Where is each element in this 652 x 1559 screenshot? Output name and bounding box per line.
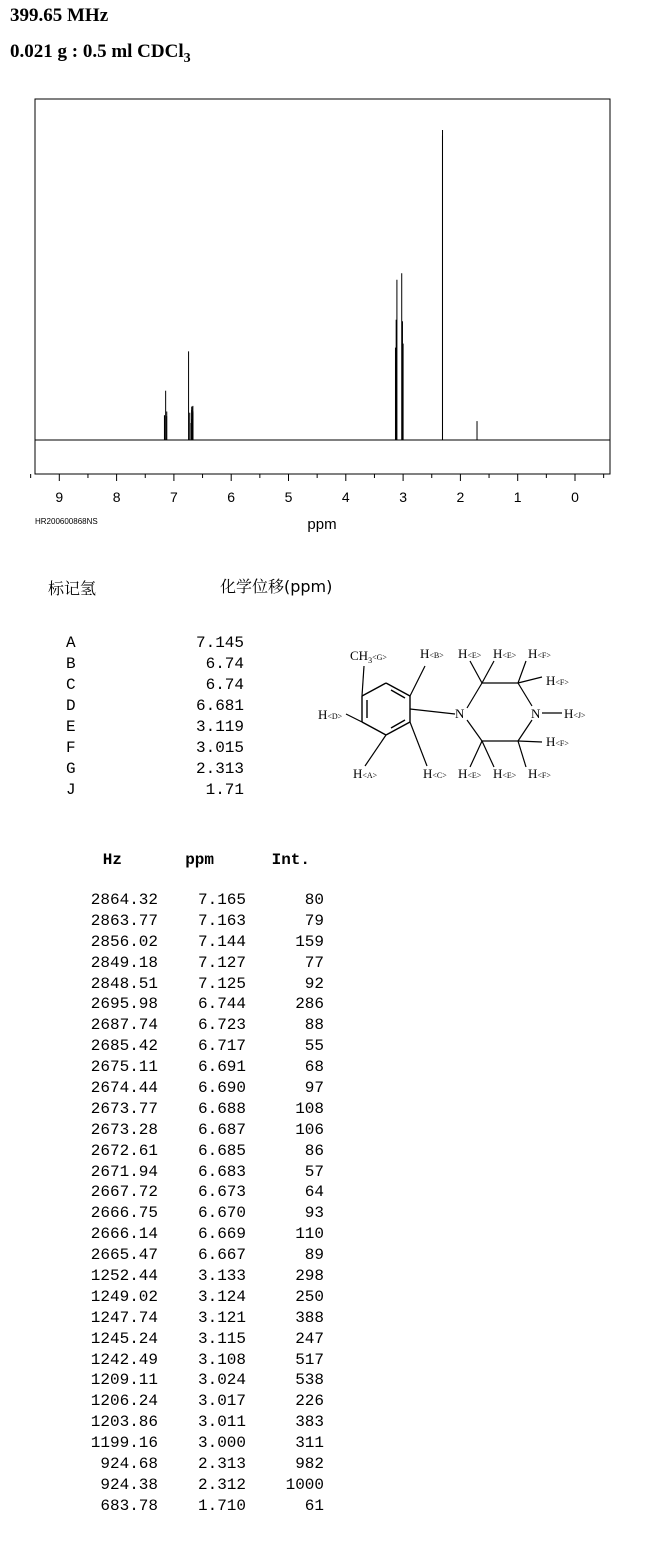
assignment-row	[66, 654, 244, 675]
table-row	[72, 1120, 324, 1141]
intensity-value: 298	[295, 1267, 324, 1286]
hz-value: 2675.11	[90, 1058, 158, 1077]
table-row	[72, 911, 324, 932]
peak-table	[72, 849, 324, 1517]
hz-value: 2673.28	[90, 1120, 158, 1139]
ppm-value: 3.017	[197, 1392, 246, 1411]
hydrogen-label: F	[66, 739, 76, 757]
x-tick-label: 7	[170, 489, 178, 505]
h-label-f-bottom-2: H<F>	[546, 734, 569, 749]
methyl-label: $CH_3^{<G>}$	[350, 648, 387, 665]
benzene-ring	[362, 683, 410, 735]
assignment-row	[66, 675, 244, 696]
hz-value: 2856.02	[90, 932, 158, 951]
hz-value: 1245.24	[90, 1329, 158, 1348]
intensity-value: 110	[295, 1225, 324, 1244]
assignment-row	[66, 717, 244, 738]
bonds	[346, 661, 562, 767]
intensity-value: 55	[304, 1037, 324, 1056]
h-label-c: H<C>	[423, 766, 447, 781]
ppm-value: 2.312	[197, 1475, 246, 1494]
table-row	[72, 1266, 324, 1287]
assignment-table	[66, 633, 244, 801]
h-label-f-top-1: H<F>	[528, 646, 551, 661]
ppm-value: 6.685	[197, 1141, 246, 1160]
chemical-shift: 3.015	[195, 739, 244, 757]
table-row	[72, 1475, 324, 1496]
chemical-shift: 2.313	[195, 760, 244, 778]
intensity-value: 64	[304, 1183, 324, 1202]
ppm-value: 6.683	[197, 1162, 246, 1181]
h-label-e-bottom-2: H<E>	[493, 766, 517, 781]
table-row	[72, 974, 324, 995]
hydrogen-label: D	[66, 697, 76, 715]
h-label-f-bottom-1: H<F>	[528, 766, 551, 781]
ppm-value: 6.717	[197, 1037, 246, 1056]
chemical-shift: 6.681	[195, 697, 244, 715]
intensity-value: 159	[295, 932, 324, 951]
table-row	[72, 953, 324, 974]
hz-value: 1203.86	[90, 1413, 158, 1432]
intensity-value: 1000	[285, 1475, 324, 1494]
ppm-value: 3.115	[197, 1329, 246, 1348]
hz-value: 1209.11	[90, 1371, 158, 1390]
ppm-value: 6.667	[197, 1246, 246, 1265]
x-tick-label: 3	[399, 489, 407, 505]
intensity-value: 250	[295, 1287, 324, 1306]
h-label-e-top-1: H<E>	[458, 646, 482, 661]
hz-value: 1206.24	[90, 1392, 158, 1411]
chemical-shift: 3.119	[195, 718, 244, 736]
nmr-spectrum-chart	[0, 0, 652, 540]
assignment-row	[66, 759, 244, 780]
ppm-value: 3.124	[197, 1287, 246, 1306]
table-row	[72, 1224, 324, 1245]
intensity-value: 311	[295, 1434, 324, 1453]
hz-value: 2667.72	[90, 1183, 158, 1202]
table-row	[72, 1454, 324, 1475]
intensity-value: 92	[304, 974, 324, 993]
intensity-value: 97	[304, 1079, 324, 1098]
spectrometer-frequency: 399.65 MHz	[10, 5, 109, 26]
table-row	[72, 1391, 324, 1412]
ppm-value: 3.133	[197, 1267, 246, 1286]
molecule-structure	[310, 638, 600, 788]
assignment-row	[66, 738, 244, 759]
ppm-value: 6.673	[197, 1183, 246, 1202]
h-label-e-bottom-1: H<E>	[458, 766, 482, 781]
plot-frame	[35, 99, 610, 474]
chemical-shift: 1.71	[205, 781, 244, 799]
ppm-value: 6.687	[197, 1120, 246, 1139]
hz-value: 2687.74	[90, 1016, 158, 1035]
x-tick-label: 1	[513, 489, 522, 505]
hz-value: 2848.51	[90, 974, 158, 993]
hydrogen-label: A	[66, 634, 76, 652]
ppm-value: 6.670	[197, 1204, 246, 1223]
h-label-j: H<J>	[564, 706, 586, 721]
ppm-value: 7.165	[197, 891, 246, 909]
table-row	[72, 932, 324, 953]
intensity-value: 93	[304, 1204, 324, 1223]
hz-value: 2665.47	[90, 1246, 158, 1265]
intensity-value: 77	[304, 953, 324, 972]
table-row	[72, 1057, 324, 1078]
hz-value: 2666.14	[90, 1225, 158, 1244]
assignment-row	[66, 696, 244, 717]
ppm-value: 3.000	[197, 1434, 246, 1453]
chemical-shift: 6.74	[205, 655, 244, 673]
col-int: Int.	[271, 851, 310, 869]
hz-value: 1242.49	[90, 1350, 158, 1369]
x-tick-label: 9	[55, 489, 64, 505]
intensity-value: 517	[295, 1350, 324, 1369]
table-row	[72, 1329, 324, 1350]
hydrogen-label: B	[66, 655, 76, 673]
hydrogen-label: E	[66, 718, 76, 736]
peak-table-header	[72, 849, 324, 879]
intensity-value: 388	[295, 1308, 324, 1327]
ppm-value: 3.121	[197, 1308, 246, 1327]
sample-subscript: 3	[183, 50, 191, 66]
hz-value: 2849.18	[90, 953, 158, 972]
intensity-value: 106	[295, 1120, 324, 1139]
table-row	[72, 1350, 324, 1371]
table-row	[72, 1245, 324, 1266]
ppm-value: 7.144	[197, 932, 246, 951]
table-row	[72, 1015, 324, 1036]
h-label-e-top-2: H<E>	[493, 646, 517, 661]
ppm-value: 2.313	[197, 1455, 246, 1474]
hz-value: 2673.77	[90, 1099, 158, 1118]
hydrogen-label: C	[66, 676, 76, 694]
hz-value: 924.38	[100, 1475, 158, 1494]
x-tick-label: 6	[227, 489, 236, 505]
col-ppm: ppm	[185, 851, 214, 869]
hz-value: 2674.44	[90, 1079, 158, 1098]
hz-value: 2863.77	[90, 911, 158, 930]
ppm-value: 6.690	[197, 1079, 246, 1098]
hz-value: 2864.32	[90, 891, 158, 909]
nitrogen-1: N	[455, 706, 465, 721]
ppm-value: 7.163	[197, 911, 246, 930]
x-tick-label: 4	[341, 489, 350, 505]
hz-value: 1199.16	[90, 1434, 158, 1453]
table-row	[72, 1287, 324, 1308]
table-row	[72, 1308, 324, 1329]
ppm-value: 6.744	[197, 995, 246, 1014]
sample-prefix: 0.021 g : 0.5 ml CDCl	[10, 41, 184, 62]
h-label-b: H<B>	[420, 646, 444, 661]
chemical-shift: 6.74	[205, 676, 244, 694]
ppm-value: 6.691	[197, 1058, 246, 1077]
ppm-value: 6.723	[197, 1016, 246, 1035]
x-tick-label: 2	[456, 489, 465, 505]
ppm-value: 6.688	[197, 1099, 246, 1118]
table-row	[72, 1099, 324, 1120]
intensity-value: 538	[295, 1371, 324, 1390]
intensity-value: 88	[304, 1016, 324, 1035]
table-row	[72, 1203, 324, 1224]
hydrogen-label: J	[66, 781, 76, 799]
ppm-value: 3.108	[197, 1350, 246, 1369]
hz-value: 1252.44	[90, 1267, 158, 1286]
ppm-value: 3.024	[197, 1371, 246, 1390]
table-row	[72, 1433, 324, 1454]
hz-value: 683.78	[100, 1496, 158, 1515]
ppm-value: 7.127	[197, 953, 246, 972]
table-row	[72, 890, 324, 911]
intensity-value: 80	[304, 891, 324, 909]
table-row	[72, 1141, 324, 1162]
intensity-value: 286	[295, 995, 324, 1014]
intensity-value: 226	[295, 1392, 324, 1411]
hz-value: 2685.42	[90, 1037, 158, 1056]
h-label-d: H<D>	[318, 707, 343, 722]
table-row	[72, 1370, 324, 1391]
assignment-row	[66, 780, 244, 801]
intensity-value: 79	[304, 911, 324, 930]
table-row	[72, 1036, 324, 1057]
h-label-f-top-2: H<F>	[546, 673, 569, 688]
table-row	[72, 1078, 324, 1099]
hydrogen-label: G	[66, 760, 76, 778]
ppm-value: 3.011	[197, 1413, 246, 1432]
intensity-value: 383	[295, 1413, 324, 1432]
spectrum-code: HR200600868NS	[35, 517, 98, 526]
intensity-value: 57	[304, 1162, 324, 1181]
ppm-value: 6.669	[197, 1225, 246, 1244]
x-tick-label: 0	[571, 489, 579, 505]
intensity-value: 982	[295, 1455, 324, 1474]
intensity-value: 89	[304, 1246, 324, 1265]
x-tick-label: 8	[112, 489, 121, 505]
h-label-a: H<A>	[353, 766, 378, 781]
intensity-value: 108	[295, 1099, 324, 1118]
hz-value: 924.68	[100, 1455, 158, 1474]
col-hz: Hz	[102, 851, 122, 869]
ppm-value: 1.710	[197, 1496, 246, 1515]
table-row	[72, 1412, 324, 1433]
intensity-value: 86	[304, 1141, 324, 1160]
x-axis-label: ppm	[307, 516, 337, 533]
table-row	[72, 1162, 324, 1183]
intensity-value: 247	[295, 1329, 324, 1348]
hz-value: 2666.75	[90, 1204, 158, 1223]
hz-value: 1247.74	[90, 1308, 158, 1327]
assignment-row	[66, 633, 244, 654]
table-row	[72, 1496, 324, 1517]
intensity-value: 61	[304, 1496, 324, 1515]
x-tick-label: 5	[284, 489, 293, 505]
intensity-value: 68	[304, 1058, 324, 1077]
table-row	[72, 994, 324, 1015]
shift-column-header: 化学位移(ppm)	[220, 577, 333, 596]
chemical-shift: 7.145	[195, 634, 244, 652]
table-row	[72, 1182, 324, 1203]
label-column-header: 标记氢	[48, 579, 97, 598]
nitrogen-2: N	[531, 706, 541, 721]
hz-value: 2672.61	[90, 1141, 158, 1160]
hz-value: 1249.02	[90, 1287, 158, 1306]
hz-value: 2695.98	[90, 995, 158, 1014]
hz-value: 2671.94	[90, 1162, 158, 1181]
ppm-value: 7.125	[197, 974, 246, 993]
